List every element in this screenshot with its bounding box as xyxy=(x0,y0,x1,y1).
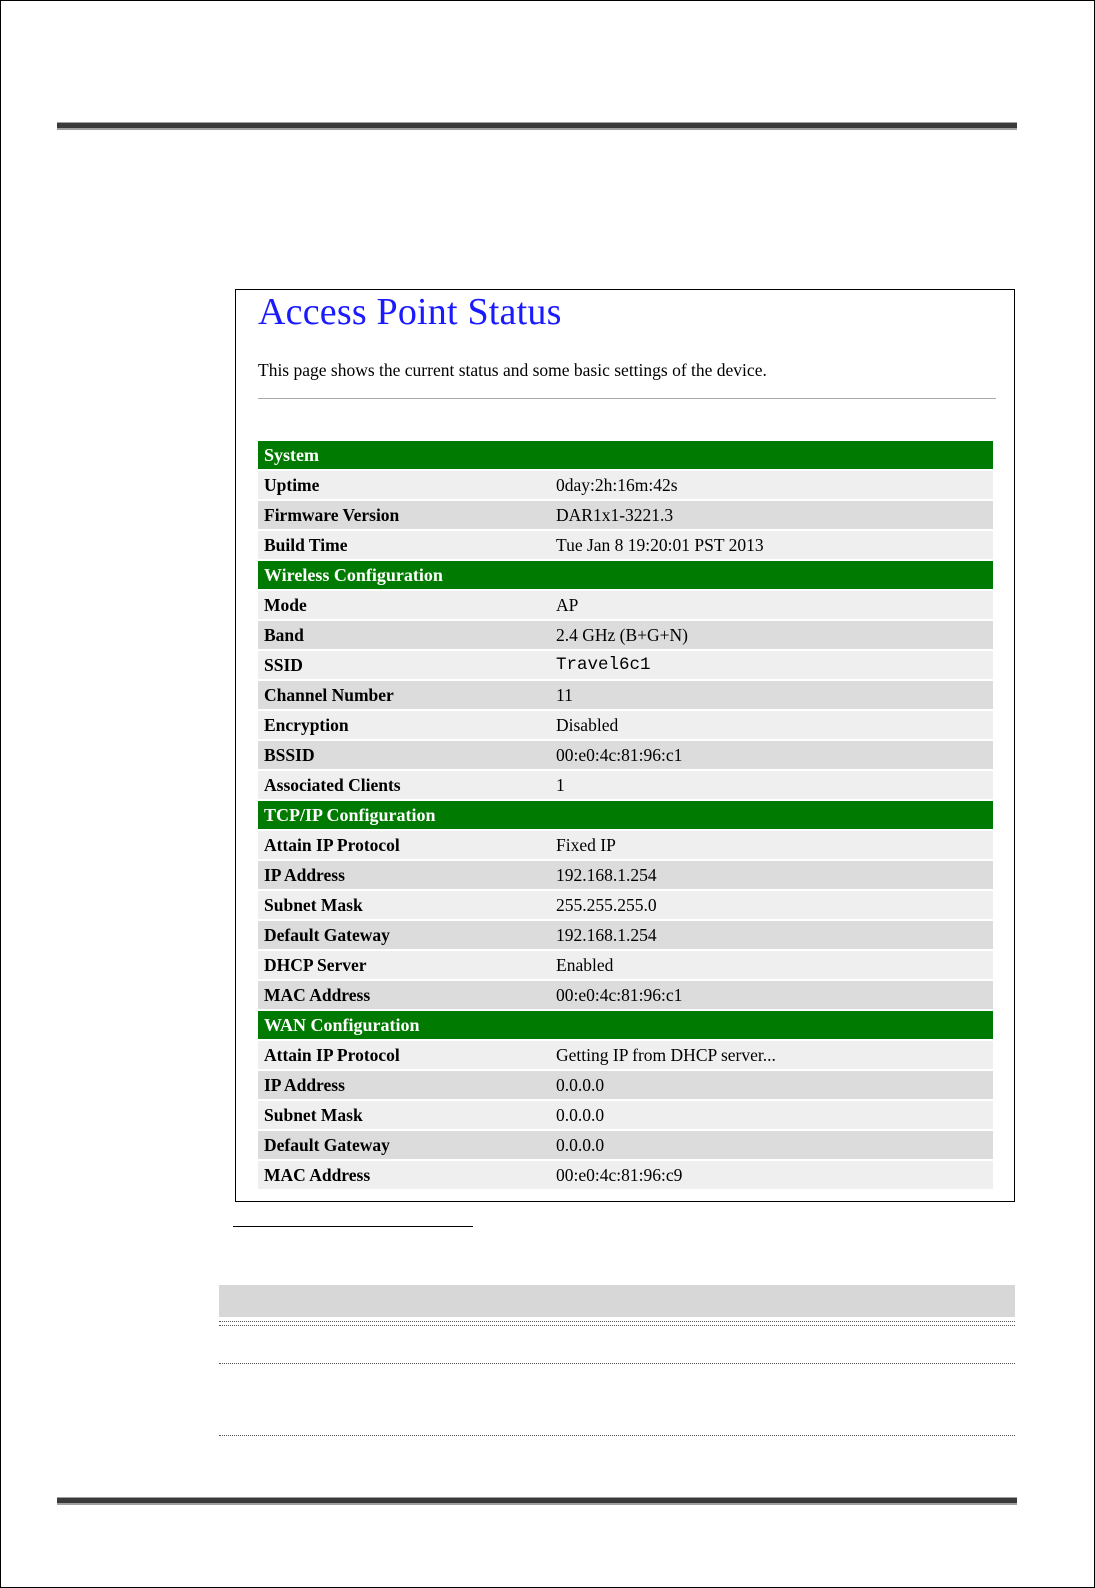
row-label: Uptime xyxy=(258,470,550,500)
table-row xyxy=(258,530,993,560)
table-row xyxy=(258,680,993,710)
row-label: Band xyxy=(258,620,550,650)
table-row xyxy=(258,1040,993,1070)
table-divider xyxy=(219,1363,1015,1364)
row-value: 00:e0:4c:81:96:c1 xyxy=(550,740,993,770)
row-label: BSSID xyxy=(258,740,550,770)
table-row xyxy=(258,890,993,920)
row-label: Mode xyxy=(258,590,550,620)
row-label: Attain IP Protocol xyxy=(258,1040,550,1070)
row-label: Subnet Mask xyxy=(258,1100,550,1130)
row-value: 00:e0:4c:81:96:c9 xyxy=(550,1160,993,1190)
caption-underline xyxy=(233,1226,473,1227)
section-header-system: System xyxy=(258,441,993,470)
row-value: DAR1x1-3221.3 xyxy=(550,500,993,530)
row-label: Encryption xyxy=(258,710,550,740)
row-value: 192.168.1.254 xyxy=(550,920,993,950)
row-label: MAC Address xyxy=(258,1160,550,1190)
table-row xyxy=(258,650,993,680)
table-row xyxy=(258,500,993,530)
row-value: 192.168.1.254 xyxy=(550,860,993,890)
section-header-wireless: Wireless Configuration xyxy=(258,560,993,590)
row-value: 0.0.0.0 xyxy=(550,1130,993,1160)
table-row xyxy=(258,830,993,860)
table-header-band xyxy=(219,1285,1015,1317)
row-value: 00:e0:4c:81:96:c1 xyxy=(550,980,993,1010)
table-row xyxy=(258,980,993,1010)
divider xyxy=(258,398,996,399)
row-label: MAC Address xyxy=(258,980,550,1010)
row-label: Default Gateway xyxy=(258,920,550,950)
row-value: Fixed IP xyxy=(550,830,993,860)
table-row xyxy=(258,470,993,500)
row-label: Default Gateway xyxy=(258,1130,550,1160)
row-value: Enabled xyxy=(550,950,993,980)
row-value: 2.4 GHz (B+G+N) xyxy=(550,620,993,650)
table-row xyxy=(258,1070,993,1100)
table-row xyxy=(258,920,993,950)
table-row xyxy=(258,590,993,620)
row-value: Getting IP from DHCP server... xyxy=(550,1040,993,1070)
row-label: Associated Clients xyxy=(258,770,550,800)
row-label: Firmware Version xyxy=(258,500,550,530)
header-rule xyxy=(57,122,1017,130)
table-row xyxy=(258,1130,993,1160)
row-label: SSID xyxy=(258,650,550,680)
row-value: 11 xyxy=(550,680,993,710)
row-label: Channel Number xyxy=(258,680,550,710)
table-divider xyxy=(219,1435,1015,1436)
row-label: Build Time xyxy=(258,530,550,560)
row-label: IP Address xyxy=(258,1070,550,1100)
section-header-wan: WAN Configuration xyxy=(258,1010,993,1040)
row-value: AP xyxy=(550,590,993,620)
table-row xyxy=(258,740,993,770)
page-description: This page shows the current status and some basic settings of the device. xyxy=(258,360,767,380)
access-point-status-screenshot xyxy=(235,289,1015,1202)
section-header-tcpip: TCP/IP Configuration xyxy=(258,800,993,830)
row-label: Subnet Mask xyxy=(258,890,550,920)
row-label: Attain IP Protocol xyxy=(258,830,550,860)
row-value: Tue Jan 8 19:20:01 PST 2013 xyxy=(550,530,993,560)
table-row xyxy=(258,1160,993,1190)
row-value: 0.0.0.0 xyxy=(550,1070,993,1100)
page-title: Access Point Status xyxy=(258,291,562,333)
row-value: 0.0.0.0 xyxy=(550,1100,993,1130)
table-row xyxy=(258,950,993,980)
row-value: 0day:2h:16m:42s xyxy=(550,470,993,500)
row-label: DHCP Server xyxy=(258,950,550,980)
row-value: Disabled xyxy=(550,710,993,740)
row-value: Travel6c1 xyxy=(550,650,993,680)
row-value: 255.255.255.0 xyxy=(550,890,993,920)
footer-rule xyxy=(57,1497,1017,1505)
row-value: 1 xyxy=(550,770,993,800)
table-row xyxy=(258,860,993,890)
table-row xyxy=(258,1100,993,1130)
table-divider xyxy=(219,1321,1015,1326)
table-row xyxy=(258,770,993,800)
table-row xyxy=(258,620,993,650)
row-label: IP Address xyxy=(258,860,550,890)
table-row xyxy=(258,710,993,740)
status-table xyxy=(258,441,993,1191)
